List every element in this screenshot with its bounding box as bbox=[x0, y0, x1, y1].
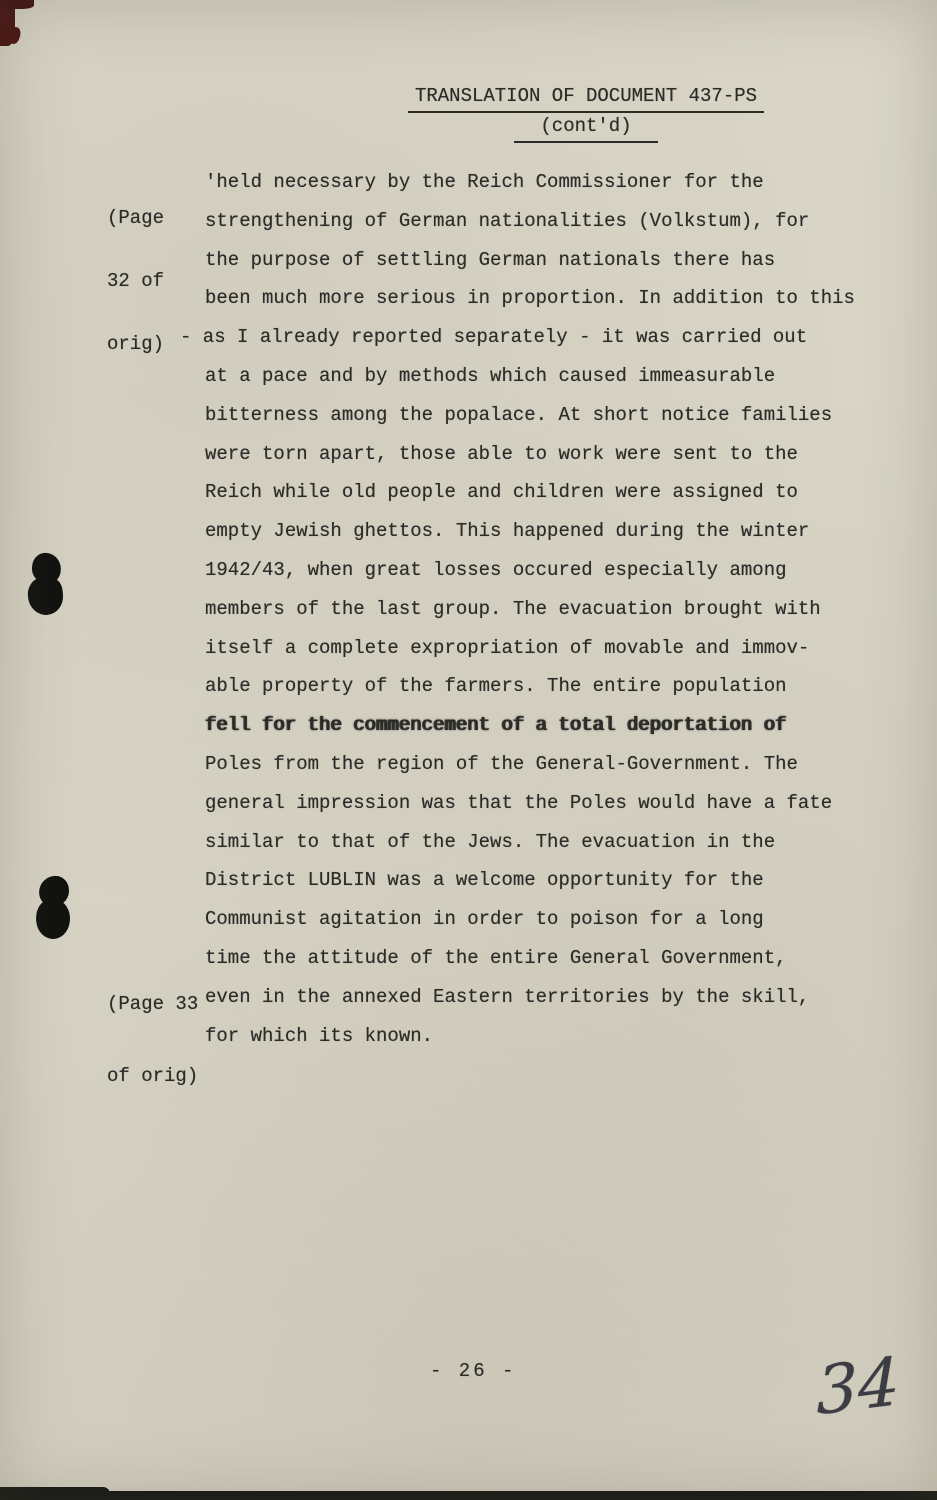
body-line: strengthening of German nationalities (Volkstum), for bbox=[205, 209, 810, 232]
scan-stain-topleft bbox=[0, 0, 34, 9]
margin-note-line: orig) bbox=[107, 333, 165, 355]
handwritten-page-mark: 34 bbox=[815, 1342, 901, 1431]
body-line: even in the annexed Eastern territories by the skill, bbox=[205, 985, 810, 1008]
body-line: time the attitude of the entire General Government, bbox=[205, 946, 787, 969]
body-line: 1942/43, when great losses occured especially among bbox=[205, 558, 787, 581]
ink-blot-shape bbox=[34, 897, 72, 940]
document-body bbox=[180, 163, 905, 1055]
body-line: were torn apart, those able to work were sent to the bbox=[205, 442, 798, 465]
body-line: at a pace and by methods which caused immeasurable bbox=[205, 364, 776, 387]
body-line: for which its known. bbox=[205, 1024, 434, 1047]
body-line: empty Jewish ghettos. This happened during the winter bbox=[205, 520, 810, 543]
body-line: members of the last group. The evacuation brought with bbox=[205, 597, 821, 620]
page-number: - 26 - bbox=[430, 1360, 517, 1382]
scan-edge-bottom bbox=[0, 1491, 937, 1500]
margin-note-line: (Page bbox=[107, 207, 165, 229]
body-line: bitterness among the popalace. At short notice families bbox=[205, 403, 833, 426]
body-line: been much more serious in proportion. In addition to this bbox=[205, 287, 855, 310]
document-title: TRANSLATION OF DOCUMENT 437-PS bbox=[408, 84, 764, 113]
body-line: itself a complete expropriation of movable and immov- bbox=[205, 636, 810, 659]
ink-blot bbox=[28, 553, 70, 617]
document-header bbox=[408, 84, 764, 143]
ink-blot-shape bbox=[26, 576, 64, 617]
body-line: general impression was that the Poles would have a fate bbox=[205, 791, 833, 814]
document-title-contd: (cont'd) bbox=[514, 114, 657, 143]
body-line: Reich while old people and children were assigned to bbox=[205, 481, 798, 504]
body-line: District LUBLIN was a welcome opportunity for the bbox=[205, 869, 764, 892]
body-line: the purpose of settling German nationals there has bbox=[205, 248, 776, 271]
margin-note-line: (Page 33 bbox=[107, 993, 199, 1015]
margin-note-page-32 bbox=[107, 166, 164, 397]
margin-note-page-33 bbox=[107, 944, 198, 1136]
margin-note-line: of orig) bbox=[107, 1065, 199, 1087]
body-line: Communist agitation in order to poison for a long bbox=[205, 908, 764, 931]
ink-blot bbox=[36, 876, 76, 940]
body-line: similar to that of the Jews. The evacuation in the bbox=[205, 830, 776, 853]
body-line: 'held necessary by the Reich Commissioner for the bbox=[205, 171, 764, 193]
body-line: able property of the farmers. The entire population bbox=[205, 675, 787, 698]
margin-note-line: 32 of bbox=[107, 270, 165, 292]
body-line: Poles from the region of the General-Government. The bbox=[205, 752, 798, 775]
body-line: - as I already reported separately - it was carried out bbox=[180, 326, 808, 349]
body-line-overstruck: fell for the commencement of a total deportation of bbox=[205, 714, 787, 737]
